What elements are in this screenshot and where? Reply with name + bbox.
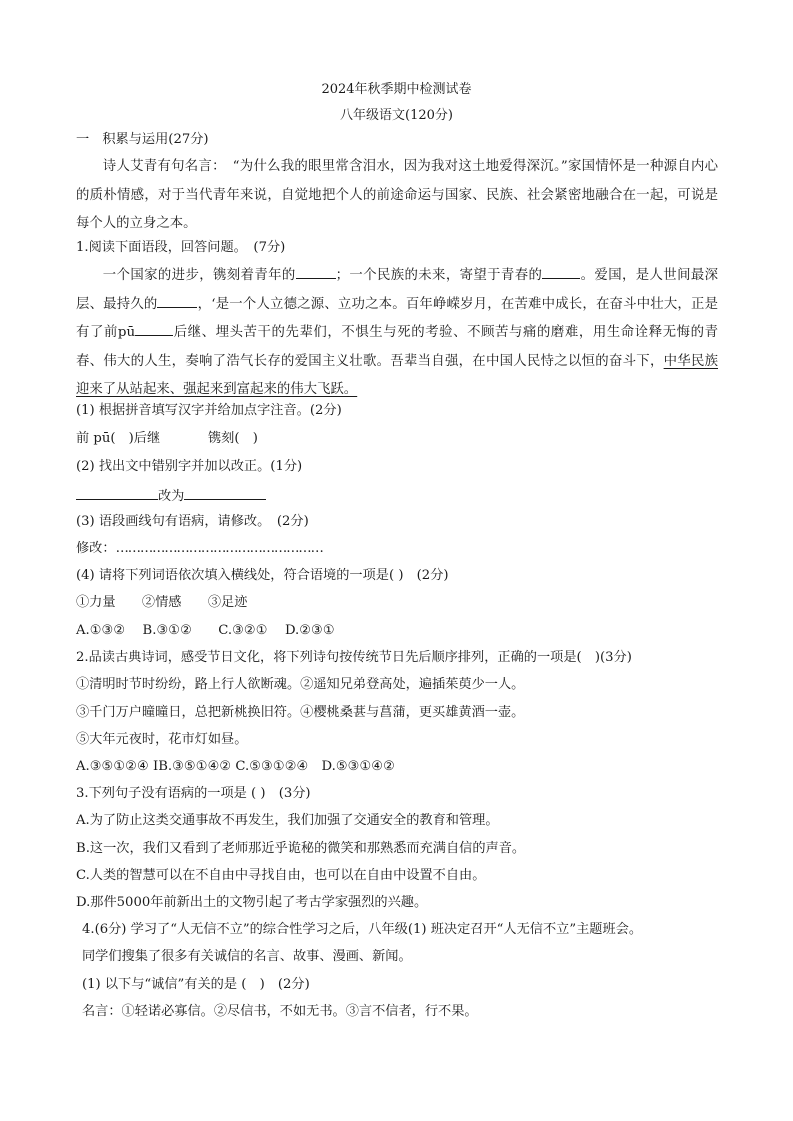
q1-passage-part: ，‘是一个人立德之源、立功之本。百年峥嵘岁月，在苦难中成长，在奋斗中壮大，正是有了前pū — [76, 296, 718, 340]
q1-sub1-answer-a: 前 pū( )后继 — [76, 431, 161, 446]
q1-passage — [76, 262, 718, 405]
q4-quotes: 名言：①轻诺必寡信。②尽信书，不如无书。③言不信者，行不果。 — [82, 1004, 478, 1019]
q2-line: ③千门万户曈曈日，总把新桃换旧符。④樱桃桑葚与菖蒲，更买雄黄酒一壶。 — [76, 705, 525, 720]
underlined-sentence: 中华民族迎来了从站起来、强起来到富起来的伟大飞跃。 — [76, 353, 719, 397]
q1-sub4-options: A.①③② B.③①② C.③②① D.②③① — [76, 623, 335, 638]
q2-options: A.③⑤①②④ IB.③⑤①④② C.⑤③①②④ D.⑤③①④② — [76, 759, 395, 774]
q4-sub1: (1) 以下与“诚信”有关的是 ( ) (2分) — [82, 977, 310, 992]
fill-blank[interactable] — [296, 265, 336, 279]
q2-line: ⑤大年元夜时，花市灯如昼。 — [76, 732, 248, 747]
q1-sub1: (1) 根据拼音填写汉字并给加点字注音。(2分) — [76, 403, 342, 418]
section-intro: 诗人艾青有句名言： “为什么我的眼里常含泪水，因为我对这土地爱得深沉。”家国情怀是一种源自内心的质朴情感，对于当代青年来说，自觉地把个人的前途命运与国家、民族、社会紧密地融合在一起，可说是每个人的立身之本。 — [76, 159, 718, 231]
exam-subtitle: 八年级语文(120分) — [340, 108, 453, 123]
answer-dotted-line[interactable]: …………………………………………… — [115, 541, 323, 556]
q3-stem: 3.下列句子没有语病的一项是 ( ) (3分) — [76, 786, 311, 801]
q3-option-b: B.这一次，我们又看到了老师那近乎诡秘的微笑和那熟悉而充满自信的声音。 — [76, 841, 526, 856]
fill-blank[interactable] — [135, 322, 173, 336]
exam-title: 2024年秋季期中检测试卷 — [321, 82, 472, 97]
answer-blank[interactable] — [76, 486, 158, 500]
q1-passage-part: ；一个民族的未来，寄望于青春的 — [335, 268, 543, 283]
q1-stem: 1.阅读下面语段，回答问题。 (7分) — [76, 240, 286, 255]
q1-sub4: (4) 请将下列词语依次填入横线处，符合语境的一项是( ) (2分) — [76, 568, 449, 583]
q3-option-d: D.那件5000年前新出土的文物引起了考古学家强烈的兴趣。 — [76, 895, 428, 910]
q1-sub3-answer — [76, 540, 323, 558]
q1-sub2: (2) 找出文中错别字并加以改正。(1分) — [76, 459, 303, 474]
q1-passage-part: 后继、埋头苦干的先辈们，不惧生与死的考验、不顾苦与痛的磨难，用生命诠释无悔的青春、伟大的人生，奏响了浩气长存的爱国主义壮歌。吾辈当自强，在中国人民恃之以恒的奋斗下， — [76, 325, 719, 369]
q1-sub1-answer-b: 镌刻( ) — [208, 431, 258, 446]
q4-stem-continued: 同学们搜集了很多有关诚信的名言、故事、漫画、新闻。 — [82, 949, 412, 964]
fill-blank[interactable] — [157, 294, 197, 308]
q3-option-a: A.为了防止这类交通事故不再发生，我们加强了交通安全的教育和管理。 — [76, 813, 499, 828]
q1-sub3: (3) 语段画线句有语病，请修改。 (2分) — [76, 514, 309, 529]
section-heading: 一 积累与运用(27分) — [76, 132, 209, 147]
q3-option-c: C.人类的智慧可以在不自由中寻找自由，也可以在自由中设置不自由。 — [76, 868, 486, 883]
q4-stem: 4.(6分) 学习了“人无信不立”的综合性学习之后，八年级(1) 班决定召开“人无信不立”主题班会。 — [82, 922, 643, 937]
q2-line: ①清明时节时纷纷，路上行人欲断魂。②遥知兄弟登高处，遍插茱萸少一人。 — [76, 677, 525, 692]
q1-sub4-words: ①力量 ②情感 ③足迹 — [76, 595, 248, 610]
q2-stem: 2.品读古典诗词，感受节日文化，将下列诗句按传统节日先后顺序排列，正确的一项是( )(3分) — [76, 650, 632, 665]
q1-passage-part: 一个国家的进步，镌刻着青年的 — [102, 268, 296, 283]
answer-blank[interactable] — [184, 486, 266, 500]
q1-sub2-answer — [76, 486, 266, 506]
q1-sub2-mid: 改为 — [158, 489, 185, 504]
q1-sub3-label: 修改： — [76, 541, 116, 556]
q1-passage-part: 。爱国，是人世间最深层、最持久的 — [76, 268, 719, 312]
fill-blank[interactable] — [542, 265, 580, 279]
